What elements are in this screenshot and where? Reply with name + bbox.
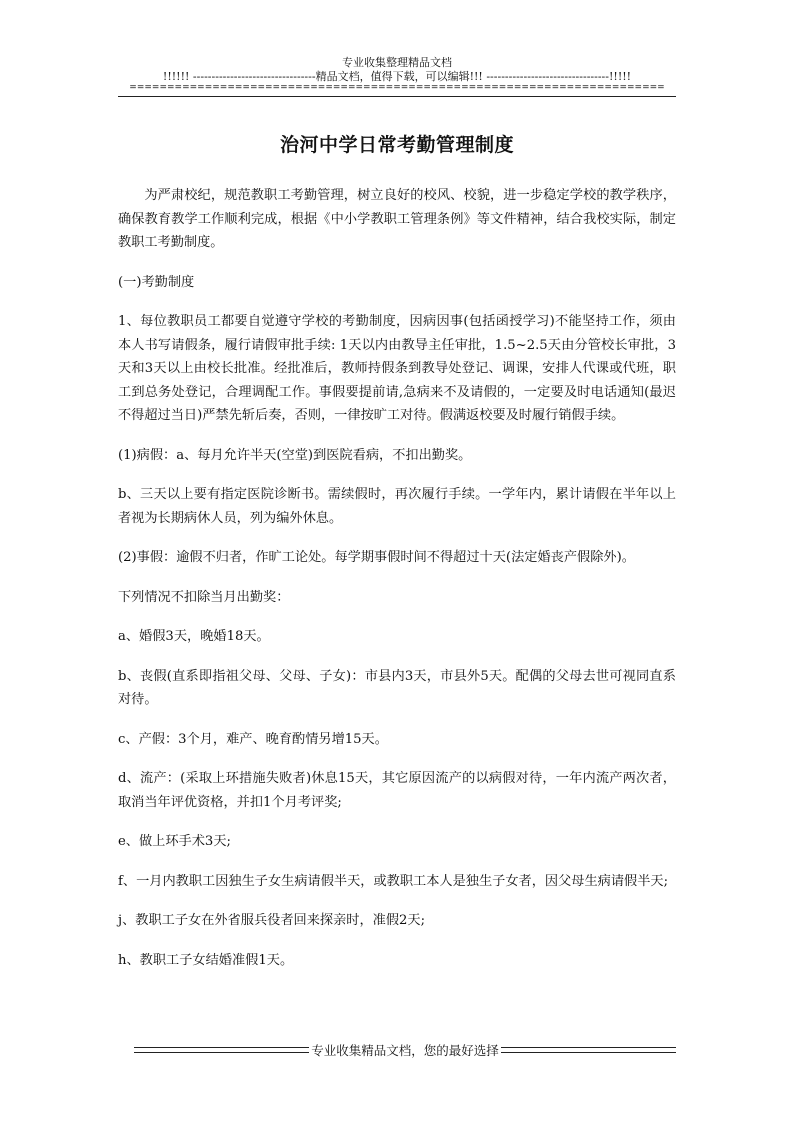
list-item: h、教职工子女结婚准假1天。 — [118, 952, 294, 968]
section-heading: (一)考勤制度 — [118, 274, 195, 290]
page-header — [118, 56, 676, 97]
paragraph: 1、每位教职员工都要自觉遵守学校的考勤制度，因病因事(包括函授学习)不能坚持工作，须由本人书写请假条，履行请假审批手续: 1天以内由教导主任审批，1.5~2.5天由分管校长审批，3天和3天以上由校长批准。经批准后，教师持假条到教导处登记、调课，安排人代课或代班，职工到总务处登记，合理调配工作。事假要提前请,急病来不及请假的，一定要及时电话通知(最迟不得超过当日)严禁先斩后奏，否则，一律按旷工对待。假满返校要及时履行销假手续。 — [118, 314, 676, 423]
header-caption: 专业收集整理精品文档 — [342, 56, 452, 69]
paragraph: (2)事假：逾假不归者，作旷工论处。每学期事假时间不得超过十天(法定婚丧产假除外)。 — [118, 550, 635, 565]
document-title: 治河中学日常考勤管理制度 — [279, 134, 514, 156]
list-item: e、做上环手术3天; — [118, 834, 231, 849]
page-footer — [134, 1041, 676, 1059]
document-body — [118, 184, 676, 988]
paragraph: 下列情况不扣除当月出勤奖： — [118, 589, 290, 605]
list-item: f、一月内教职工因独生子女生病请假半天，或教职工本人是独生子女者，因父母生病请假半天; — [118, 873, 669, 889]
header-banner: !!!!!! ---------------------------------精品文档，值得下载，可以编辑!!! ---------------------------------!!!!! — [162, 70, 632, 83]
list-item: a、婚假3天，晚婚18天。 — [118, 629, 270, 644]
list-item: j、教职工子女在外省服兵役者回来探亲时，准假2天; — [118, 913, 426, 928]
paragraph: b、三天以上要有指定医院诊断书。需续假时，再次履行手续。一学年内，累计请假在半年以上者视为长期病休人员，列为编外休息。 — [118, 487, 676, 526]
header-rule — [118, 96, 676, 97]
header-divider-text: ======================================================================= — [129, 84, 665, 93]
list-item: b、丧假(直系即指祖父母、父母、子女)：市县内3天，市县外5天。配偶的父母去世可视同直系对待。 — [118, 668, 676, 707]
list-item: d、流产：(采取上环措施失败者)休息15天，其它原因流产的以病假对待，一年内流产两次者，取消当年评优资格，并扣1个月考评奖; — [118, 771, 676, 810]
intro-paragraph: 为严肃校纪，规范教职工考勤管理，树立良好的校风、校貌，进一步稳定学校的教学秩序，确保教育教学工作顺利完成，根据《中小学教职工管理条例》等文件精神，结合我校实际，制定教职工考勤制度。 — [118, 188, 676, 250]
paragraph: (1)病假：a、每月允许半天(空堂)到医院看病，不扣出勤奖。 — [118, 447, 472, 463]
list-item: c、产假：3个月，难产、晚育酌情另增15天。 — [118, 731, 388, 747]
footer-rule-left — [134, 1047, 309, 1053]
footer-rule-right — [501, 1047, 676, 1053]
footer-text: 专业收集精品文档，您的最好选择 — [311, 1043, 499, 1058]
